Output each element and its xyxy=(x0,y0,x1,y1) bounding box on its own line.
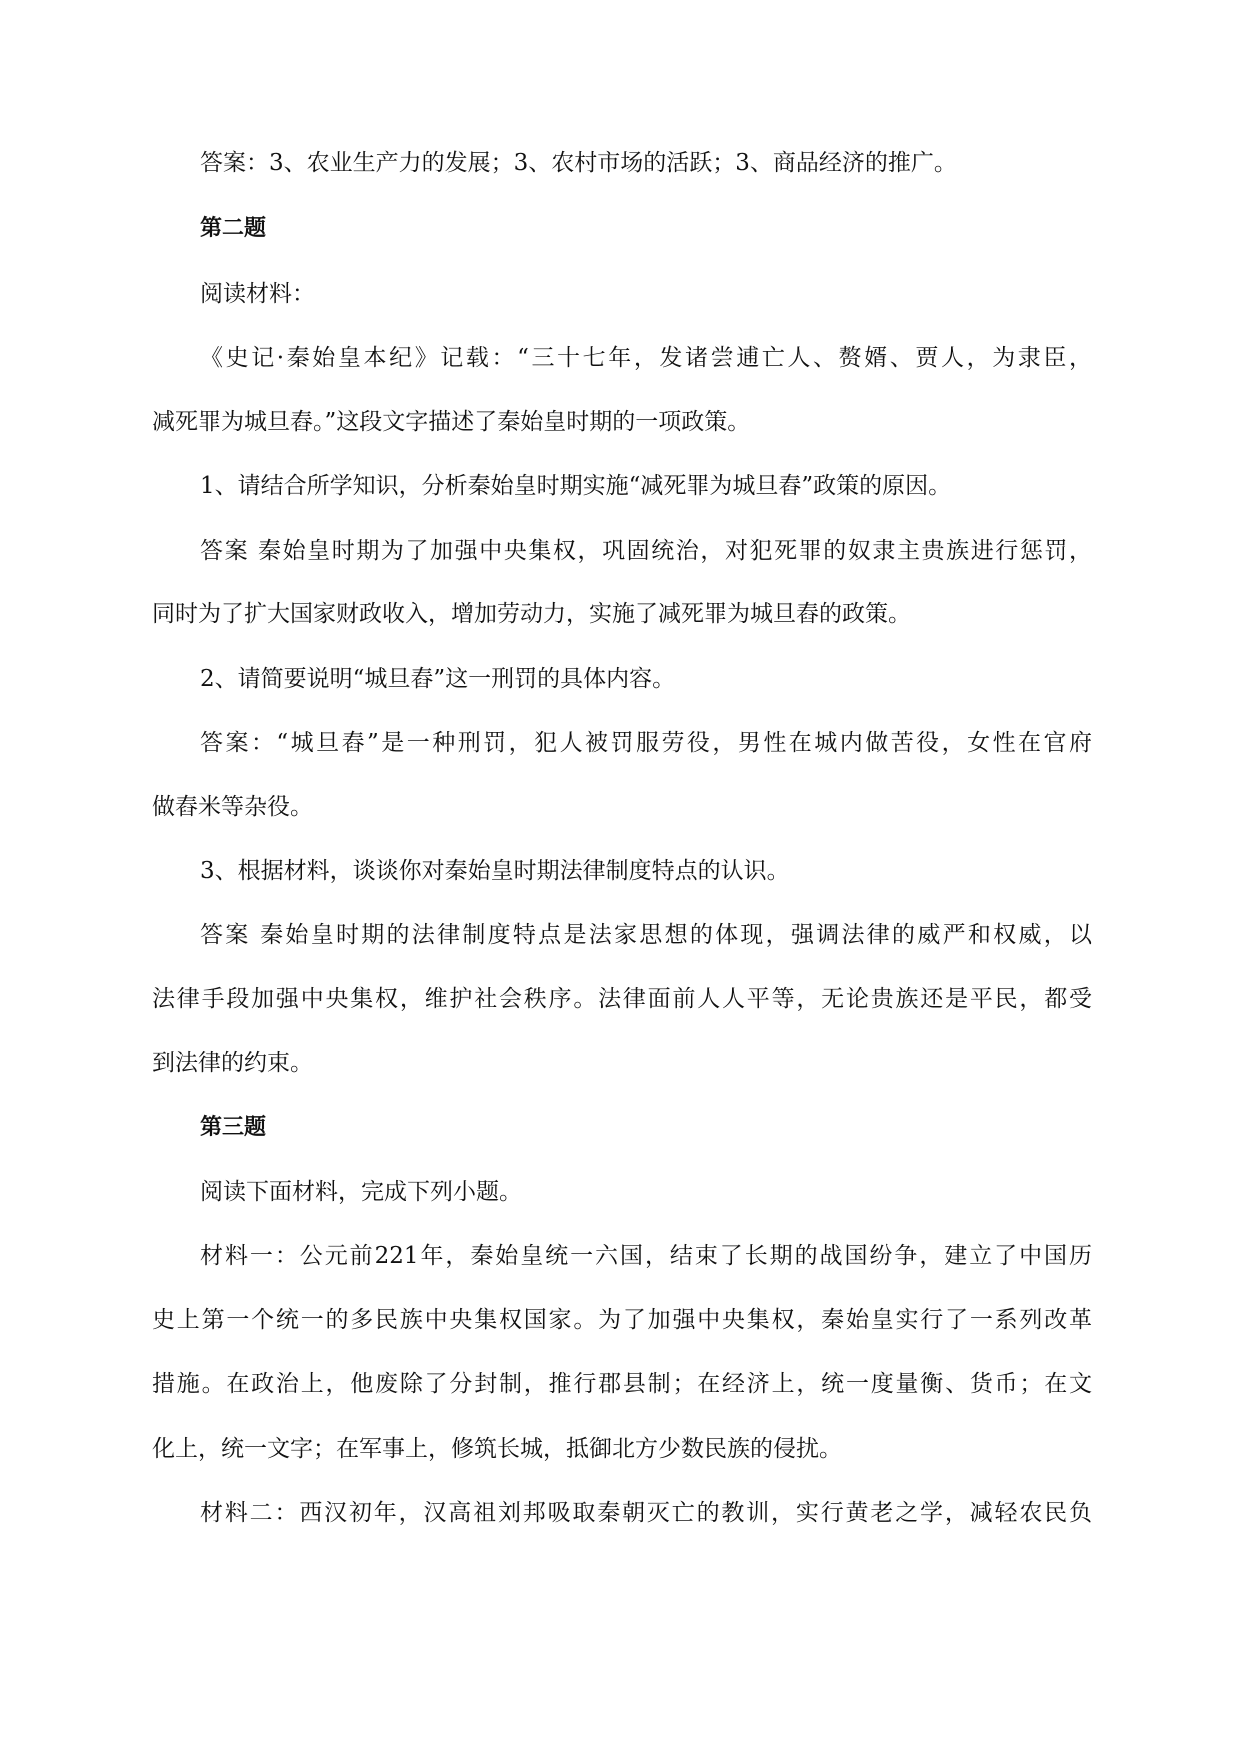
material-line: 材料一：公元前221年，秦始皇统一六国，结束了长期的战国纷争，建立了中国历 xyxy=(200,1243,1092,1269)
material-line: 措施。在政治上，他废除了分封制，推行郡县制；在经济上，统一度量衡、货币；在文 xyxy=(152,1371,1092,1397)
question-heading-3: 第三题 xyxy=(200,1115,267,1140)
sub-question-3: 3、根据材料，谈谈你对秦始皇时期法律制度特点的认识。 xyxy=(200,858,790,884)
answer-line: 答案：“城旦舂”是一种刑罚，犯人被罚服劳役，男性在城内做苦役，女性在官府 xyxy=(200,730,1092,756)
question-heading-2: 第二题 xyxy=(200,216,267,241)
answer-line: 答案 秦始皇时期为了加强中央集权，巩固统治，对犯死罪的奴隶主贵族进行惩罚， xyxy=(200,538,1092,564)
answer-line: 同时为了扩大国家财政收入，增加劳动力，实施了减死罪为城旦舂的政策。 xyxy=(152,601,911,627)
answer-line: 法律手段加强中央集权，维护社会秩序。法律面前人人平等，无论贵族还是平民，都受 xyxy=(152,986,1092,1012)
answer-line: 答案 秦始皇时期的法律制度特点是法家思想的体现，强调法律的威严和权威，以 xyxy=(200,922,1092,948)
material-line: 材料二：西汉初年，汉高祖刘邦吸取秦朝灭亡的教训，实行黄老之学，减轻农民负 xyxy=(200,1500,1092,1526)
material-line: 化上，统一文字；在军事上，修筑长城，抵御北方少数民族的侵扰。 xyxy=(152,1436,842,1462)
instruction-line: 阅读下面材料，完成下列小题。 xyxy=(200,1179,522,1205)
material-line: 史上第一个统一的多民族中央集权国家。为了加强中央集权，秦始皇实行了一系列改革 xyxy=(152,1307,1092,1333)
instruction-line: 阅读材料： xyxy=(200,281,315,307)
sub-question-1: 1、请结合所学知识，分析秦始皇时期实施“减死罪为城旦舂”政策的原因。 xyxy=(200,473,952,499)
sub-question-2: 2、请简要说明“城旦舂”这一刑罚的具体内容。 xyxy=(200,666,676,692)
answer-line: 答案：3、农业生产力的发展；3、农村市场的活跃；3、商品经济的推广。 xyxy=(200,150,957,176)
answer-line: 做舂米等杂役。 xyxy=(152,794,313,820)
material-line: 减死罪为城旦舂。”这段文字描述了秦始皇时期的一项政策。 xyxy=(152,409,751,435)
material-line: 《史记·秦始皇本纪》记载：“三十七年，发诸尝逋亡人、赘婿、贾人，为隶臣， xyxy=(200,345,1092,371)
answer-line: 到法律的约束。 xyxy=(152,1050,313,1076)
